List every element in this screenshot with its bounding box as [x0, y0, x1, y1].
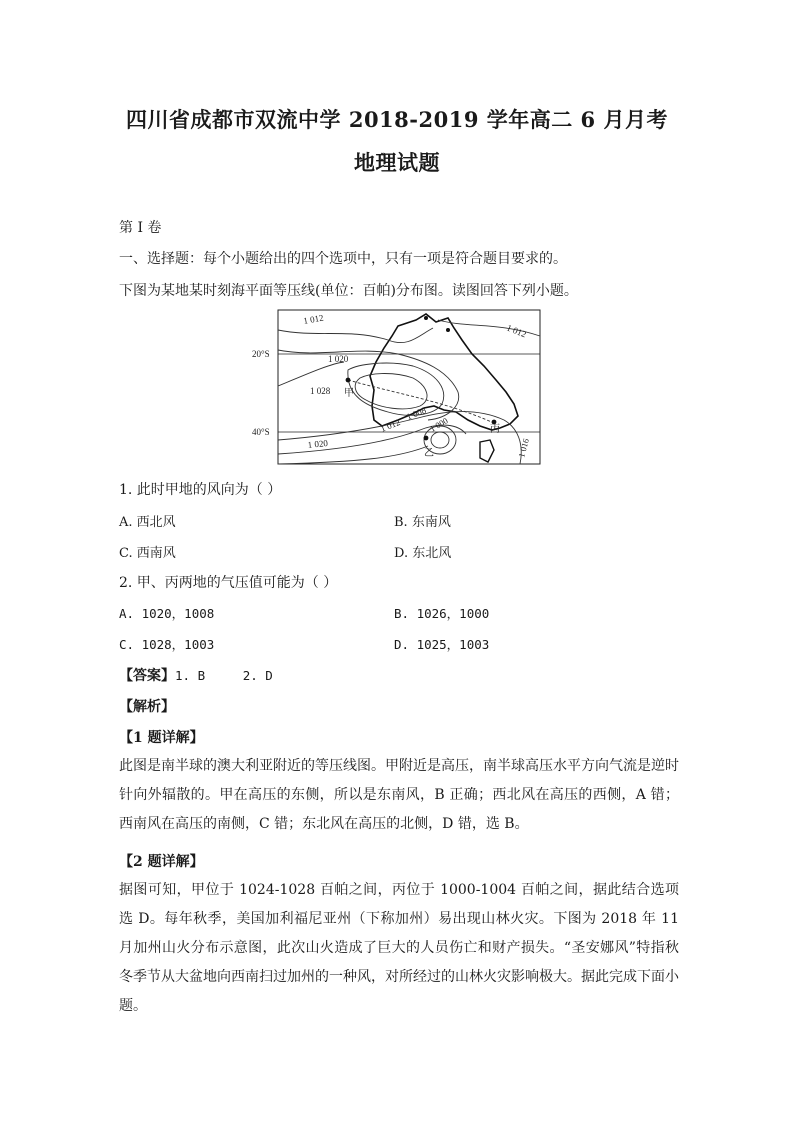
- document-subtitle: 地理试题: [354, 150, 440, 175]
- point-label-yi: 乙: [424, 448, 434, 459]
- volume-label: 第 I 卷: [119, 220, 162, 236]
- answer-line: [119, 665, 273, 685]
- point-jia: [346, 378, 351, 383]
- isobar-label: 1 020: [328, 354, 349, 364]
- analysis-label: 【解析】: [119, 699, 175, 715]
- q1-analysis-text: 此图是南半球的澳大利亚附近的等压线图。甲附近是高压，南半球高压水平方向气流是逆时针向外辐散的。甲在高压的东侧，所以是东南风，B 正确；西北风在高压的西侧，A 错；西南风在高压的南侧，C 错；东北风在高压的北侧，D 错，选 B。: [119, 758, 679, 832]
- isobar-label: 1 012: [302, 312, 325, 326]
- isobar-label: 1 028: [310, 386, 331, 396]
- question-1-option-d: D. 东北风: [394, 546, 452, 561]
- isobar-map: [248, 308, 548, 468]
- point-label-bing: 丙: [490, 424, 500, 435]
- question-2-option-b: B. 1026，1000: [394, 606, 490, 621]
- q2-analysis-text: 据图可知，甲位于 1024-1028 百帕之间，丙位于 1000-1004 百帕之间，据此结合选项选 D。每年秋季，美国加利福尼亚州（下称加州）易出现山林火灾。下图为 2018 年 11 月加州山火分布示意图，此次山火造成了巨大的人员伤亡和财产损失。“圣安娜风”特指秋冬季节从大盆地向西南扫过加州的一种风，对所经过的山林火灾影响极大。据此完成下面小题。: [119, 882, 679, 1014]
- isobar-label: 1 012: [379, 416, 402, 434]
- answer-label: 【答案】: [119, 668, 175, 684]
- question-1-option-b: B. 东南风: [394, 515, 451, 530]
- point-marker: [446, 328, 450, 332]
- lat-label-20s: 20°S: [252, 349, 270, 359]
- question-2-option-a: A. 1020，1008: [119, 606, 215, 621]
- isobar-label: 1 016: [516, 437, 531, 459]
- lat-label-40s: 40°S: [252, 427, 270, 437]
- question-2-stem: 2. 甲、丙两地的气压值可能为（ ）: [119, 575, 338, 591]
- question-intro: 下图为某地某时刻海平面等压线(单位：百帕)分布图。读图回答下列小题。: [119, 283, 578, 299]
- isobar-label: 1 020: [307, 437, 329, 450]
- q1-analysis-heading: 【1 题详解】: [119, 730, 204, 746]
- question-1-stem: 1. 此时甲地的风向为（ ）: [119, 482, 282, 498]
- isobar-label: 1 000: [428, 415, 450, 434]
- question-2-option-d: D. 1025，1003: [394, 637, 490, 652]
- point-yi: [424, 436, 429, 441]
- point-label-jia: 甲: [344, 388, 354, 399]
- question-2-option-c: C. 1028，1003: [119, 637, 215, 652]
- question-1-option-a: A. 西北风: [119, 515, 176, 530]
- section-instruction: 一、选择题：每个小题给出的四个选项中，只有一项是符合题目要求的。: [119, 251, 567, 267]
- q2-analysis-heading: 【2 题详解】: [119, 854, 204, 870]
- question-1-option-c: C. 西南风: [119, 546, 176, 561]
- point-marker: [424, 316, 428, 320]
- document-title: 四川省成都市双流中学 2018-2019 学年高二 6 月月考: [126, 107, 668, 132]
- isobar-label: 1 012: [505, 322, 528, 340]
- isobar-label: 1 008: [405, 404, 428, 422]
- answer-text: 1. B 2. D: [175, 668, 273, 683]
